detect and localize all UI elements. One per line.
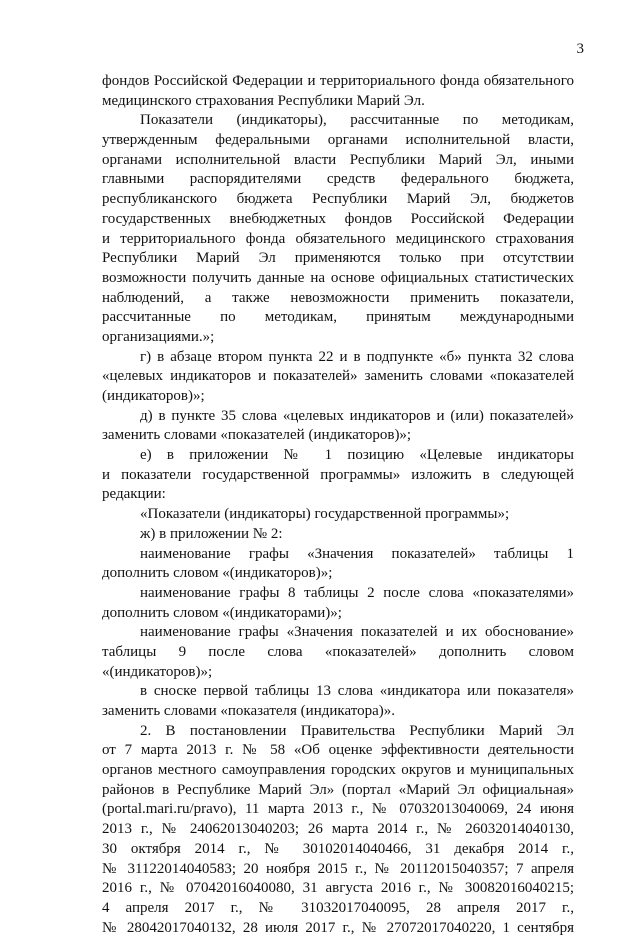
text-line: 2016 г., № 07042016040080, 31 августа 2016 г., № 30082016040215;: [102, 880, 574, 897]
text-line: редакции:: [102, 486, 166, 503]
text-line: районов в Республике Марий Эл» (портал «Марий Эл официальная»: [102, 781, 574, 798]
text-line: № 28042017040132, 28 июля 2017 г., № 27072017040220, 1 сентября: [102, 919, 574, 936]
text-line: и показатели государственной программы» изложить в следующей: [102, 466, 574, 483]
text-line: заменить словами «показателей (индикаторов)»;: [102, 427, 412, 444]
text-line: Показатели (индикаторы), рассчитанные по методикам,: [140, 112, 574, 129]
text-line: 2. В постановлении Правительства Республики Марий Эл: [140, 722, 574, 739]
text-line: заменить словами «показателя (индикатора)».: [102, 703, 395, 719]
text-line: таблицы 9 после слова «показателей» дополнить словом: [102, 643, 574, 660]
text-line: (portal.mari.ru/pravo), 11 марта 2013 г., № 07032013040069, 24 июня: [102, 801, 574, 818]
text-line: (индикаторов)»;: [102, 388, 205, 404]
text-line: республиканского бюджета Республики Марий Эл, бюджетов: [102, 191, 574, 208]
text-line: дополнить словом «(индикаторами)»;: [102, 604, 342, 621]
text-line: органами исполнительной власти Республики Марий Эл, иными: [102, 151, 574, 168]
text-line: наблюдений, а также невозможности применить показатели,: [102, 289, 574, 306]
text-line: организациями.»;: [102, 328, 215, 345]
text-line: возможности получить данные на основе официальных статистических: [102, 269, 574, 286]
text-line: наименование графы «Значения показателей и их обоснование»: [140, 624, 574, 641]
text-line: главными распорядителями средств федерального бюджета,: [102, 171, 574, 188]
text-line: наименование графы 8 таблицы 2 после слова «показателями»: [140, 584, 574, 601]
text-line: медицинского страхования Республики Марий Эл.: [102, 92, 425, 109]
text-line: «Показатели (индикаторы) государственной программы»;: [140, 506, 510, 523]
text-line: в сноске первой таблицы 13 слова «индикатора или показателя»: [140, 683, 574, 700]
text-line: от 7 марта 2013 г. № 58 «Об оценке эффективности деятельности: [102, 742, 574, 759]
text-line: фондов Российской Федерации и территориального фонда обязательного: [102, 73, 574, 89]
text-line: государственных внебюджетных фондов Российской Федерации: [102, 210, 574, 227]
text-line: утвержденным федеральными органами исполнительной власти,: [102, 132, 574, 149]
text-line: рассчитанные по методикам, принятым международными: [102, 309, 574, 326]
text-line: дополнить словом «(индикаторов)»;: [102, 565, 333, 582]
text-line: и территориального фонда обязательного медицинского страхования: [102, 230, 574, 247]
text-line: е) в приложении № 1 позицию «Целевые индикаторы: [140, 447, 574, 464]
page-number: 3: [576, 41, 584, 57]
text-line: «(индикаторов)»;: [102, 663, 213, 680]
text-line: органов местного самоуправления городских округов и муниципальных: [102, 762, 574, 779]
text-line: 30 октября 2014 г., № 30102014040466, 31 декабря 2014 г.,: [102, 840, 574, 857]
text-line: 4 апреля 2017 г., № 31032017040095, 28 апреля 2017 г.,: [102, 899, 574, 916]
text-line: д) в пункте 35 слова «целевых индикаторов и (или) показателей»: [140, 407, 574, 424]
text-line: наименование графы «Значения показателей» таблицы 1: [140, 545, 574, 562]
text-line: ж) в приложении № 2:: [140, 525, 283, 542]
text-line: № 31122014040583; 20 ноября 2015 г., № 20112015040357; 7 апреля: [102, 860, 574, 877]
text-line: «целевых индикаторов и показателей» заменить словами «показателей: [102, 368, 574, 385]
text-line: 2013 г., № 24062013040203; 26 марта 2014 г., № 26032014040130,: [102, 821, 574, 838]
text-line: Республики Марий Эл применяются только при отсутствии: [102, 250, 574, 267]
document-body: [102, 72, 574, 938]
text-line: г) в абзаце втором пункта 22 и в подпункте «б» пункта 32 слова: [140, 348, 574, 365]
